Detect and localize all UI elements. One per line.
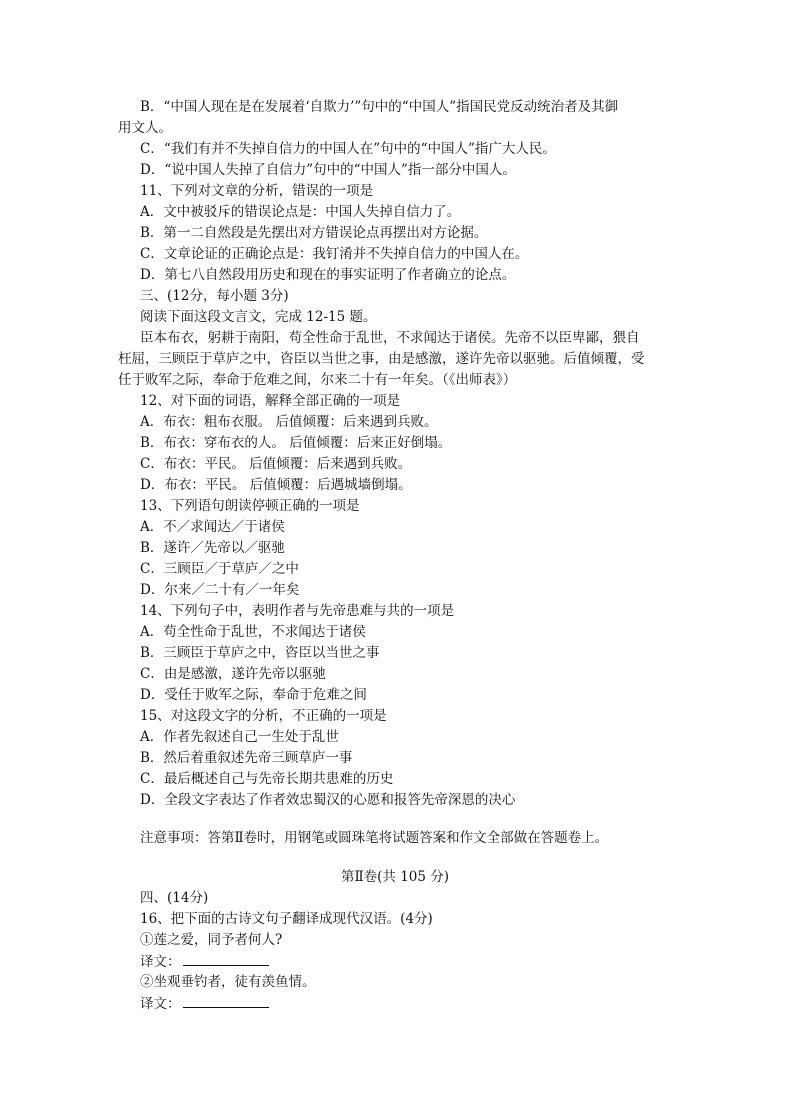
q10-option-c: C．“我们有并不失掉自信力的中国人在”句中的“中国人”指广大人民。 xyxy=(140,141,556,157)
q16-item1: ①莲之爱，同予者何人? xyxy=(140,932,283,948)
q14-stem: 14、下列句子中，表明作者与先帝患难与共的一项是 xyxy=(140,603,455,619)
q11-option-b: B．第一二自然段是先摆出对方错误论点再摆出对方论据。 xyxy=(140,225,488,241)
q10-option-b-line1: B．“中国人现在是在发展着‘自欺力’”句中的“中国人”指国民党反动统治者及其御 xyxy=(140,99,619,115)
q16-translation1 xyxy=(140,951,269,972)
q16-item2: ②坐观垂钓者，徒有羡鱼情。 xyxy=(140,974,316,990)
section4-header: 四、(14分) xyxy=(140,890,209,906)
q15-option-b: B．然后着重叙述先帝三顾草庐一事 xyxy=(140,750,353,766)
section3-header: 三、(12分，每小题 3分) xyxy=(140,288,289,304)
q12-option-a: A．布衣：粗布衣服。 后值倾覆：后来遇到兵败。 xyxy=(140,414,438,430)
translation1-label: 译文： xyxy=(140,954,181,970)
q16-translation2 xyxy=(140,993,269,1014)
q15-stem: 15、对这段文字的分析，不正确的一项是 xyxy=(140,708,387,724)
q12-stem: 12、对下面的词语，解释全部正确的一项是 xyxy=(140,393,401,409)
q15-option-d: D．全段文字表达了作者效忠蜀汉的心愿和报答先帝深恩的决心 xyxy=(140,792,516,808)
q14-option-c: C．由是感激，遂许先帝以驱驰 xyxy=(140,666,326,682)
q12-option-b: B．布衣：穿布衣的人。 后值倾覆：后来正好倒塌。 xyxy=(140,435,452,451)
q12-option-c: C．布衣：平民。 后值倾覆：后来遇到兵败。 xyxy=(140,456,412,472)
translation2-label: 译文： xyxy=(140,996,181,1012)
passage-line1: 臣本布衣，躬耕于南阳，苟全性命于乱世，不求闻达于诸侯。先帝不以臣卑鄙，猥自 xyxy=(140,330,640,346)
passage-line2: 枉屈，三顾臣于草庐之中，咨臣以当世之事，由是感激，遂许先帝以驱驰。后值倾覆，受 xyxy=(118,351,645,367)
q10-option-d: D．“说中国人失掉了自信力”句中的“中国人”指一部分中国人。 xyxy=(140,162,516,178)
q11-option-c: C．文章论证的正确论点是：我钉淆并不失掉自信力的中国人在。 xyxy=(140,246,529,262)
q13-option-c: C．三顾臣／于草庐／之中 xyxy=(140,561,299,577)
q15-option-a: A．作者先叙述自己一生处于乱世 xyxy=(140,729,339,745)
q13-stem: 13、下列语句朗读停顿正确的一项是 xyxy=(140,498,360,514)
q10-option-b-line2: 用文人。 xyxy=(118,120,172,136)
q13-option-b: B．遂许／先帝以／驱驰 xyxy=(140,540,285,556)
q16-stem: 16、把下面的古诗文句子翻译成现代汉语。(4分) xyxy=(140,911,433,927)
section3-instruction: 阅读下面这段文言文，完成 12-15 题。 xyxy=(140,309,377,325)
passage-line3: 任于败军之际，奉命于危难之间，尔来二十有一年矣。（《出师表》） xyxy=(118,372,517,388)
translation1-blank[interactable] xyxy=(183,951,269,966)
q11-option-d: D．第七八自然段用历史和现在的事实证明了作者确立的论点。 xyxy=(140,267,516,283)
q14-option-b: B．三顾臣于草庐之中，咨臣以当世之事 xyxy=(140,645,380,661)
q11-stem: 11、下列对文章的分析，错误的一项是 xyxy=(140,183,374,199)
q15-option-c: C．最后概述自己与先帝长期共患难的历史 xyxy=(140,771,394,787)
q13-option-d: D．尔来／二十有／一年矣 xyxy=(140,582,300,598)
part2-title: 第Ⅱ卷(共 105 分) xyxy=(340,869,450,885)
q12-option-d: D．布衣：平民。 后值倾覆：后遇城墙倒塌。 xyxy=(140,477,412,493)
q14-option-a: A．苟全性命于乱世，不求闻达于诸侯 xyxy=(140,624,366,640)
q13-option-a: A．不／求闻达／于诸侯 xyxy=(140,519,285,535)
q14-option-d: D．受任于败军之际，奉命于危难之间 xyxy=(140,687,367,703)
q11-option-a: A．文中被驳斥的错误论点是：中国人失掉自信力了。 xyxy=(140,204,461,220)
translation2-blank[interactable] xyxy=(183,993,269,1008)
notice-text: 注意事项：答第Ⅱ卷时，用钢笔或圆珠笔将试题答案和作文全部做在答题卷上。 xyxy=(140,830,609,846)
